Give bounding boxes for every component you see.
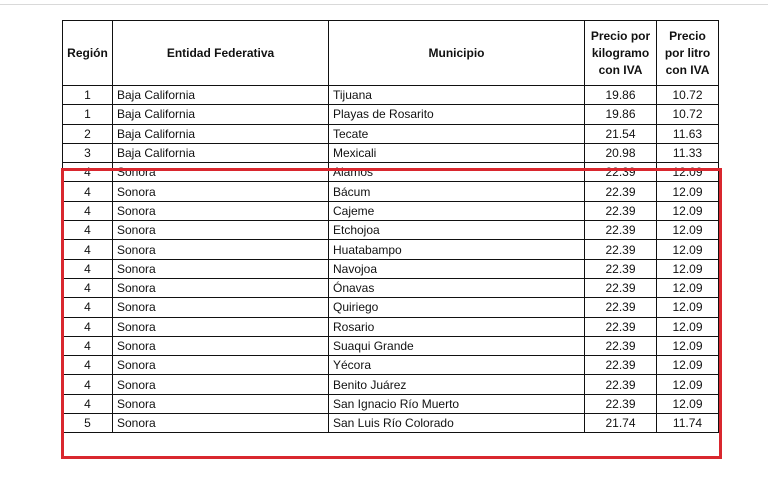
table-row bbox=[63, 240, 719, 259]
cell-municipio: Rosario bbox=[329, 317, 585, 336]
cell-entidad: Sonora bbox=[113, 278, 329, 297]
cell-municipio: Ónavas bbox=[329, 278, 585, 297]
cell-entidad: Sonora bbox=[113, 375, 329, 394]
cell-precio-litro: 12.09 bbox=[657, 278, 719, 297]
table-row bbox=[63, 221, 719, 240]
cell-precio-litro: 11.33 bbox=[657, 143, 719, 162]
cell-precio-kg: 22.39 bbox=[585, 240, 657, 259]
table-row bbox=[63, 201, 719, 220]
cell-precio-kg: 22.39 bbox=[585, 298, 657, 317]
cell-entidad: Baja California bbox=[113, 143, 329, 162]
cell-region: 1 bbox=[63, 105, 113, 124]
cell-municipio: Etchojoa bbox=[329, 221, 585, 240]
cell-precio-litro: 11.63 bbox=[657, 124, 719, 143]
table-row bbox=[63, 86, 719, 105]
table-row bbox=[63, 298, 719, 317]
cell-precio-litro: 12.09 bbox=[657, 298, 719, 317]
cell-entidad: Sonora bbox=[113, 163, 329, 182]
table-row bbox=[63, 143, 719, 162]
cell-precio-kg: 22.39 bbox=[585, 278, 657, 297]
cell-municipio: Bácum bbox=[329, 182, 585, 201]
header-region: Región bbox=[63, 21, 113, 86]
cell-precio-kg: 21.74 bbox=[585, 414, 657, 433]
header-precio-kg: Precio por kilogramo con IVA bbox=[585, 21, 657, 86]
cell-region: 4 bbox=[63, 375, 113, 394]
cell-municipio: Quiriego bbox=[329, 298, 585, 317]
table-row bbox=[63, 259, 719, 278]
cell-precio-litro: 12.09 bbox=[657, 259, 719, 278]
cell-entidad: Baja California bbox=[113, 105, 329, 124]
cell-precio-litro: 12.09 bbox=[657, 163, 719, 182]
cell-municipio: Benito Juárez bbox=[329, 375, 585, 394]
cell-precio-litro: 10.72 bbox=[657, 86, 719, 105]
cell-region: 4 bbox=[63, 201, 113, 220]
cell-entidad: Sonora bbox=[113, 259, 329, 278]
cell-municipio: Navojoa bbox=[329, 259, 585, 278]
cell-region: 1 bbox=[63, 86, 113, 105]
cell-precio-kg: 22.39 bbox=[585, 221, 657, 240]
cell-precio-litro: 12.09 bbox=[657, 182, 719, 201]
cell-region: 5 bbox=[63, 414, 113, 433]
cell-municipio: Playas de Rosarito bbox=[329, 105, 585, 124]
table-row bbox=[63, 336, 719, 355]
cell-precio-litro: 12.09 bbox=[657, 336, 719, 355]
cell-precio-kg: 22.39 bbox=[585, 394, 657, 413]
cell-region: 4 bbox=[63, 163, 113, 182]
cell-municipio: Tijuana bbox=[329, 86, 585, 105]
cell-precio-kg: 22.39 bbox=[585, 317, 657, 336]
cell-precio-litro: 12.09 bbox=[657, 240, 719, 259]
cell-region: 4 bbox=[63, 240, 113, 259]
table-row bbox=[63, 414, 719, 433]
cell-region: 3 bbox=[63, 143, 113, 162]
cell-entidad: Sonora bbox=[113, 336, 329, 355]
cell-municipio: San Ignacio Río Muerto bbox=[329, 394, 585, 413]
cell-precio-litro: 11.74 bbox=[657, 414, 719, 433]
cell-municipio: Yécora bbox=[329, 356, 585, 375]
cell-precio-litro: 12.09 bbox=[657, 201, 719, 220]
cell-entidad: Sonora bbox=[113, 182, 329, 201]
cell-entidad: Sonora bbox=[113, 221, 329, 240]
cell-region: 2 bbox=[63, 124, 113, 143]
cell-entidad: Sonora bbox=[113, 201, 329, 220]
table-row bbox=[63, 394, 719, 413]
cell-entidad: Sonora bbox=[113, 394, 329, 413]
cell-precio-litro: 12.09 bbox=[657, 375, 719, 394]
cell-region: 4 bbox=[63, 356, 113, 375]
cell-municipio: San Luis Río Colorado bbox=[329, 414, 585, 433]
cell-precio-kg: 22.39 bbox=[585, 163, 657, 182]
header-entidad: Entidad Federativa bbox=[113, 21, 329, 86]
cell-municipio: Mexicali bbox=[329, 143, 585, 162]
cell-municipio: Suaqui Grande bbox=[329, 336, 585, 355]
cell-precio-kg: 19.86 bbox=[585, 105, 657, 124]
table-row bbox=[63, 182, 719, 201]
cell-municipio: Cajeme bbox=[329, 201, 585, 220]
header-precio-litro: Precio por litro con IVA bbox=[657, 21, 719, 86]
table-row bbox=[63, 163, 719, 182]
table-row bbox=[63, 278, 719, 297]
cell-region: 4 bbox=[63, 221, 113, 240]
cell-precio-litro: 10.72 bbox=[657, 105, 719, 124]
cell-precio-kg: 22.39 bbox=[585, 375, 657, 394]
header-row bbox=[63, 21, 719, 86]
header-municipio: Municipio bbox=[329, 21, 585, 86]
table-row bbox=[63, 356, 719, 375]
cell-municipio: Huatabampo bbox=[329, 240, 585, 259]
cell-precio-kg: 22.39 bbox=[585, 336, 657, 355]
cell-precio-kg: 19.86 bbox=[585, 86, 657, 105]
cell-entidad: Sonora bbox=[113, 240, 329, 259]
cell-precio-litro: 12.09 bbox=[657, 221, 719, 240]
table-row bbox=[63, 375, 719, 394]
price-table bbox=[62, 20, 719, 433]
cell-municipio: Alamos bbox=[329, 163, 585, 182]
cell-precio-kg: 22.39 bbox=[585, 182, 657, 201]
table-row bbox=[63, 317, 719, 336]
cell-precio-litro: 12.09 bbox=[657, 356, 719, 375]
cell-region: 4 bbox=[63, 182, 113, 201]
cell-region: 4 bbox=[63, 336, 113, 355]
cell-entidad: Baja California bbox=[113, 124, 329, 143]
cell-precio-litro: 12.09 bbox=[657, 317, 719, 336]
cell-entidad: Sonora bbox=[113, 298, 329, 317]
cell-entidad: Sonora bbox=[113, 356, 329, 375]
table-row bbox=[63, 124, 719, 143]
table-row bbox=[63, 105, 719, 124]
cell-precio-litro: 12.09 bbox=[657, 394, 719, 413]
cell-region: 4 bbox=[63, 278, 113, 297]
cell-precio-kg: 20.98 bbox=[585, 143, 657, 162]
cell-precio-kg: 22.39 bbox=[585, 259, 657, 278]
cell-precio-kg: 22.39 bbox=[585, 356, 657, 375]
cell-entidad: Sonora bbox=[113, 317, 329, 336]
cell-precio-kg: 22.39 bbox=[585, 201, 657, 220]
cell-precio-kg: 21.54 bbox=[585, 124, 657, 143]
cell-region: 4 bbox=[63, 394, 113, 413]
cell-entidad: Baja California bbox=[113, 86, 329, 105]
cell-region: 4 bbox=[63, 298, 113, 317]
cell-municipio: Tecate bbox=[329, 124, 585, 143]
cell-region: 4 bbox=[63, 317, 113, 336]
top-divider bbox=[0, 4, 768, 5]
cell-entidad: Sonora bbox=[113, 414, 329, 433]
cell-region: 4 bbox=[63, 259, 113, 278]
